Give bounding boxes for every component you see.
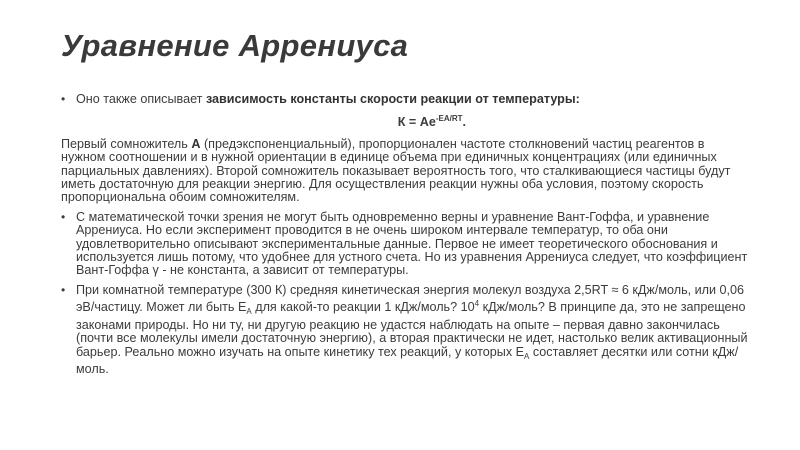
formula-base: К = Ae bbox=[397, 115, 436, 130]
paragraph-bold-A: А bbox=[191, 136, 201, 151]
bullet3-superscript: 4 bbox=[474, 299, 480, 309]
bullet3-text2: для какой-то реакции 1 кДж/моль? 10 bbox=[251, 300, 475, 315]
bullet2-text: С математической точки зрения не могут быть одновременно верны и уравнение Вант-Гоффа, и уравнение Аррениуса. Но если эксперимент проводится в не очень широком интервале температур, то оба они удовлетворительно описывают экспериментальные данные. Первое не имеет теоретического обоснования и используется лишь потому, что удобнее для устного счета. Но из уравнения Аррениуса следует, что коэффициент Вант-Гоффа γ - не константа, а зависит от температуры. bbox=[76, 209, 748, 278]
slide-content bbox=[61, 93, 751, 382]
paragraph-part1: Первый сомножитель bbox=[61, 136, 192, 151]
slide-title: Уравнение Аррениуса bbox=[61, 28, 409, 63]
bullet1-lead: Оно также описывает bbox=[76, 92, 206, 106]
formula-end: . bbox=[462, 115, 466, 130]
paragraph-part2: (предэкспоненциальный), пропорционален частоте столкновений частиц реагентов в нужном соотношении и в нужной ориентации в единице объема при единичных концентрациях (или единичных парциальных давлениях). Второй сомножитель показывает вероятность того, что сталкивающиеся частицы будут иметь достаточную для реакции энергию. Для осуществления реакции нужны оба условия, поэтому скорость пропорциональна обоим сомножителям. bbox=[61, 136, 731, 205]
bullet3-subscript1: А bbox=[246, 307, 252, 317]
arrhenius-formula bbox=[61, 112, 751, 129]
bullet-arrhenius-dependence bbox=[61, 93, 751, 106]
bullet-room-temperature bbox=[61, 284, 751, 376]
bullet1-bold: зависимость константы скорости реакции от температуры: bbox=[205, 92, 580, 106]
bullet3-text3: кДж/моль? В принципе да, это не запрещено законами природы. Но ни ту, ни другую реакцию не удастся наблюдать на опыте – первая давно закончилась (почти все молекулы имели достаточную энергию), а вторая практически не идет, настолько велик активационный барьер. Реально можно изучать на опыте кинетику тех реакций, у которых Е bbox=[76, 300, 748, 359]
paragraph-multipliers bbox=[61, 138, 751, 205]
bullet3-text1: При комнатной температуре (300 К) средняя кинетическая энергия молекул воздуха 2,5RT ≈ 6 кДж/моль, или 0,06 эВ/частицу. Может ли быть Е bbox=[76, 282, 745, 315]
bullet3-text4: составляет десятки или сотни кДж/моль. bbox=[76, 344, 739, 376]
bullet-vant-hoff bbox=[61, 211, 751, 278]
formula-exponent: -EA/RT bbox=[435, 114, 463, 124]
bullet3-subscript2: А bbox=[524, 351, 530, 361]
